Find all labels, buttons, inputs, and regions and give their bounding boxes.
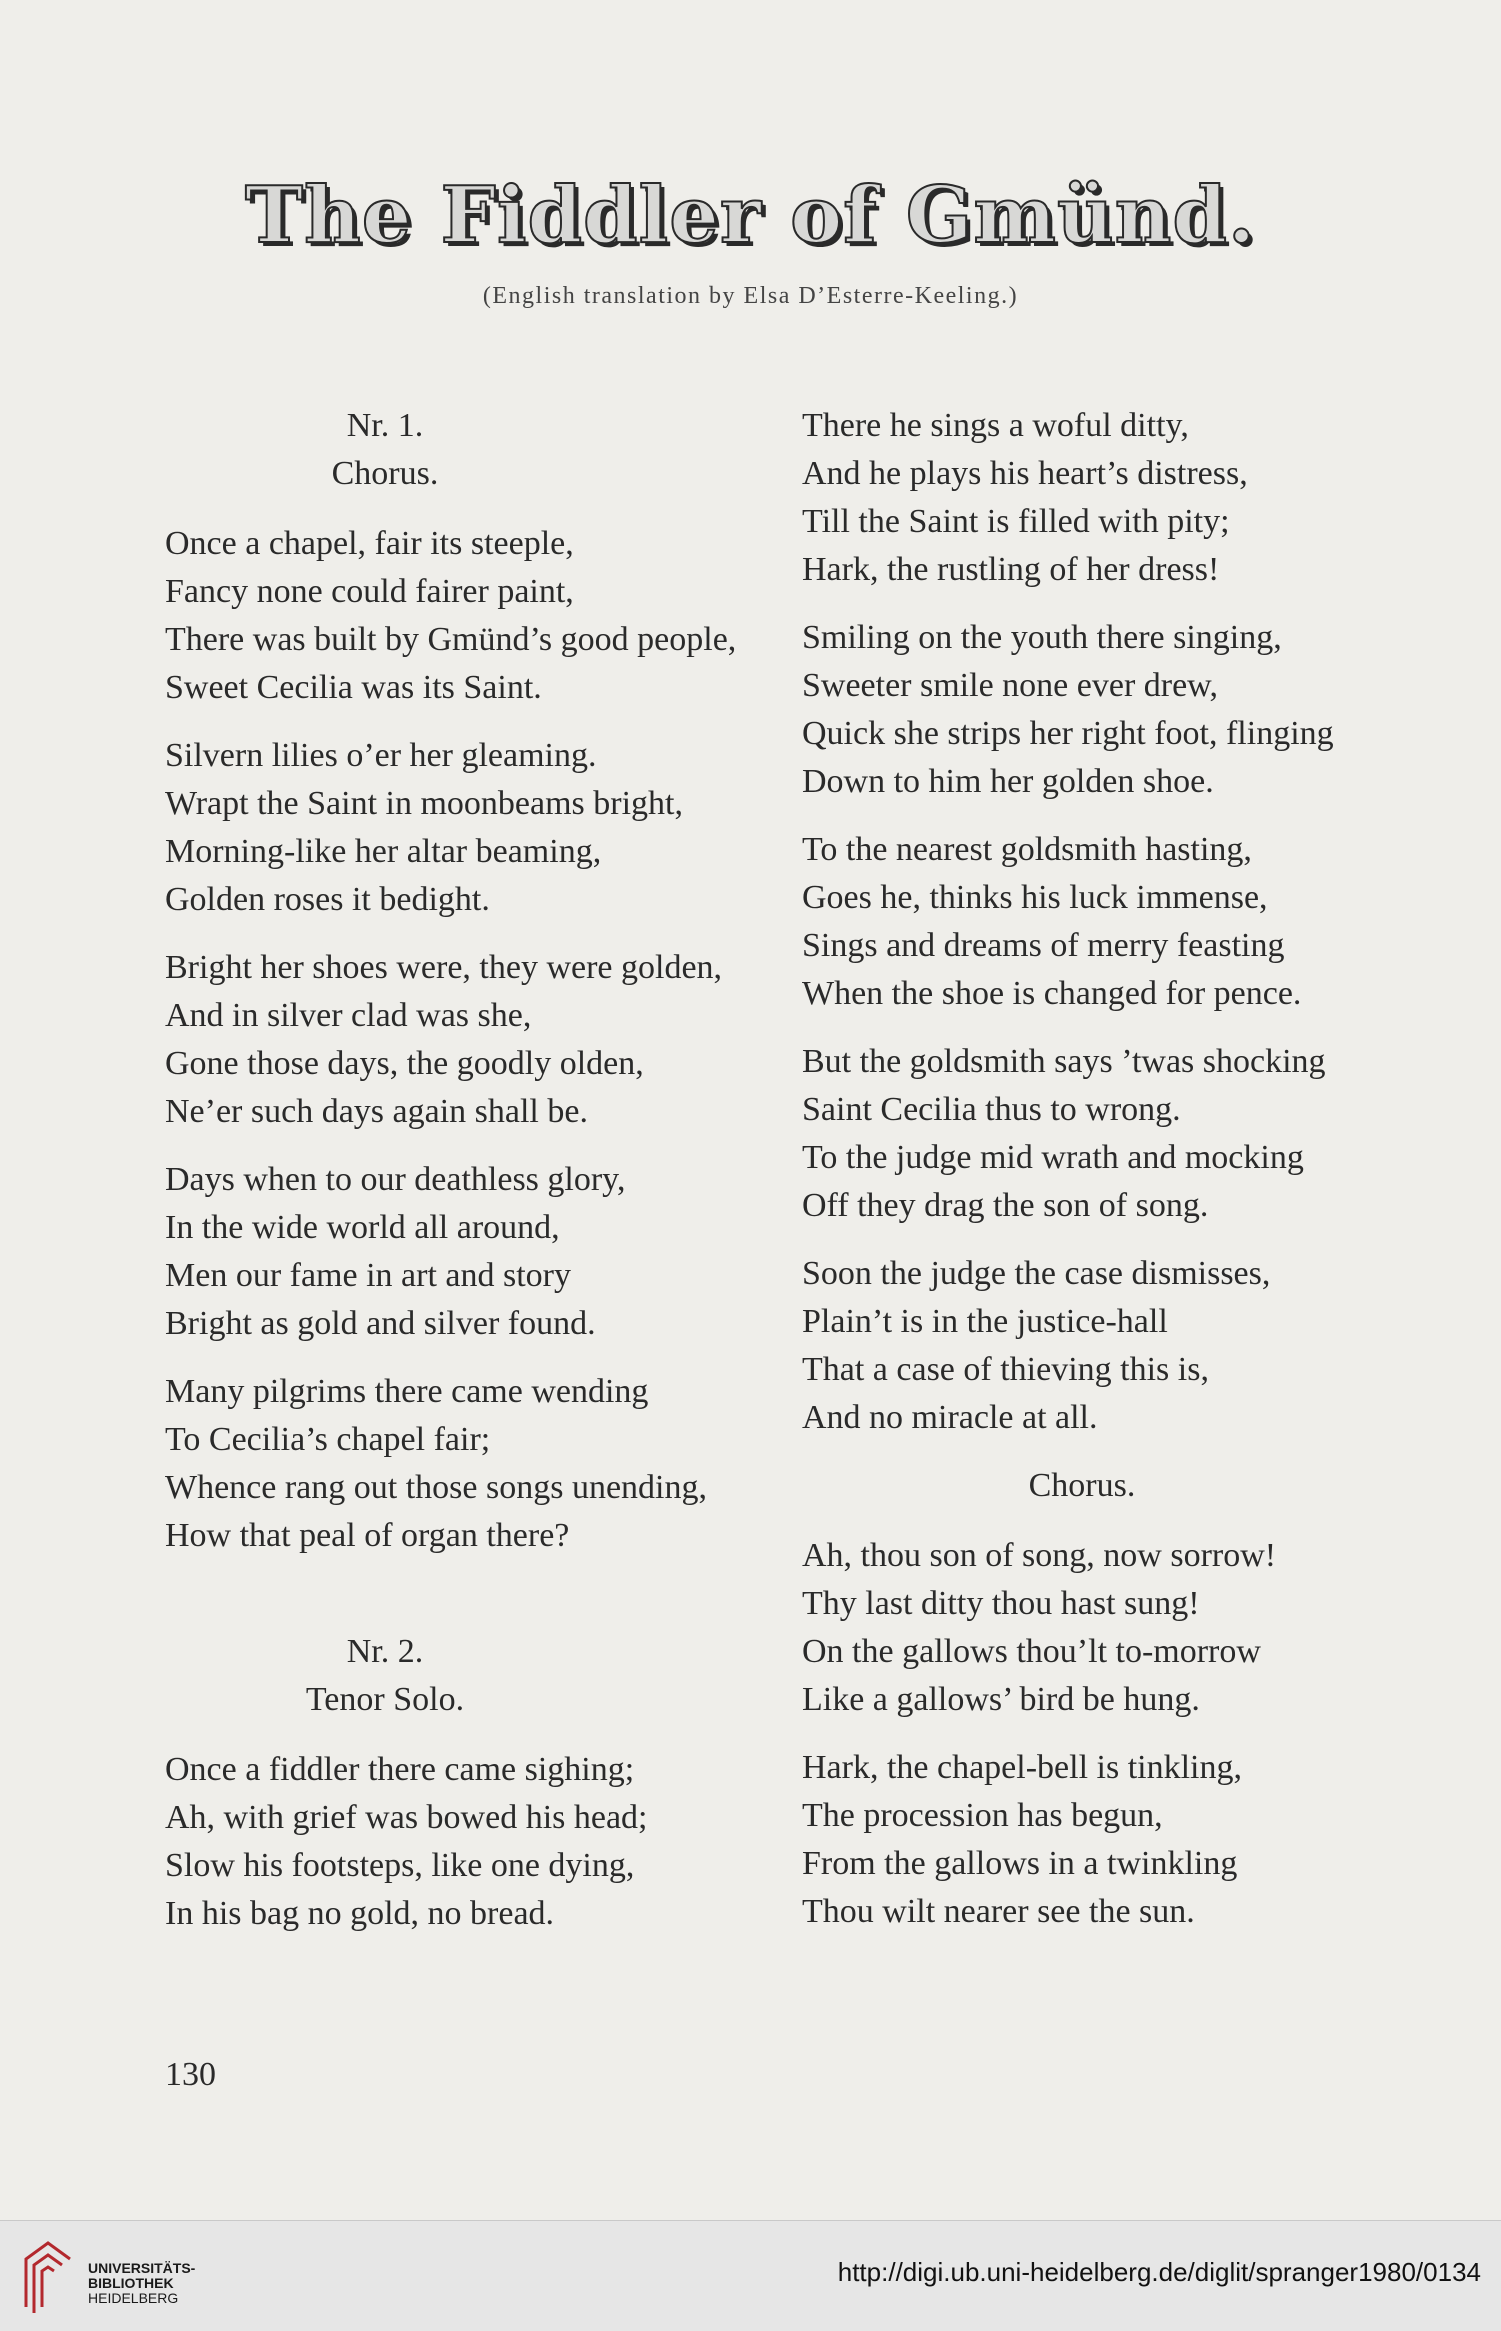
poem-line: From the gallows in a twinkling	[802, 1845, 1238, 1882]
poem-line: Hark, the rustling of her dress!	[802, 551, 1220, 588]
poem-line: The procession has begun,	[802, 1797, 1163, 1834]
poem-line: And in silver clad was she,	[165, 997, 532, 1034]
library-name: UNIVERSITÄTS- BIBLIOTHEK HEIDELBERG	[88, 2260, 196, 2306]
stanza	[802, 1532, 1402, 1724]
section-heading: Tenor Solo.	[305, 1681, 465, 1718]
section-heading: Chorus.	[331, 455, 439, 492]
stanza-list	[165, 1746, 765, 1938]
source-url-link[interactable]: http://digi.ub.uni-heidelberg.de/diglit/spranger1980/0134	[837, 2257, 1481, 2287]
poem-line: Smiling on the youth there singing,	[802, 619, 1282, 656]
stanza	[165, 520, 765, 712]
right-column	[802, 402, 1402, 1956]
stanza-list	[165, 520, 765, 1560]
poem-line: How that peal of organ there?	[165, 1517, 570, 1554]
library-logo-icon	[18, 2237, 78, 2317]
poem-line: Many pilgrims there came wending	[165, 1373, 649, 1410]
poem-line: And he plays his heart’s distress,	[802, 455, 1248, 492]
poem-line: Men our fame in art and story	[165, 1257, 571, 1294]
poem-line: Quick she strips her right foot, flinging	[802, 715, 1334, 752]
poem-line: Sweeter smile none ever drew,	[802, 667, 1219, 704]
poem-line: Golden roses it bedight.	[165, 881, 490, 918]
poem-line: Plain’t is in the justice-hall	[802, 1303, 1168, 1340]
poem-line: Sings and dreams of merry feasting	[802, 927, 1285, 964]
section-number: Nr. 1.	[346, 407, 424, 444]
poem-line: Goes he, thinks his luck immense,	[802, 879, 1268, 916]
stanza-list	[802, 402, 1402, 1442]
section-number: Nr. 2.	[346, 1633, 424, 1670]
stanza	[165, 1746, 765, 1938]
stanza	[802, 826, 1402, 1018]
poem-line: In the wide world all around,	[165, 1209, 560, 1246]
poem-line: Silvern lilies o’er her gleaming.	[165, 737, 597, 774]
poem-line: Days when to our deathless glory,	[165, 1161, 626, 1198]
stanza	[165, 732, 765, 924]
poem-line: Ah, with grief was bowed his head;	[165, 1799, 648, 1836]
stanza-list	[802, 1532, 1402, 1936]
left-column	[165, 402, 765, 1958]
stanza	[165, 944, 765, 1136]
page-number: 130	[165, 2056, 216, 2093]
poem-line: To Cecilia’s chapel fair;	[165, 1421, 491, 1458]
stanza	[802, 614, 1402, 806]
page-subtitle: (English translation by Elsa D’Esterre-Keeling.)	[482, 283, 1019, 309]
footer-bar	[0, 2220, 1501, 2331]
poem-line: Thou wilt nearer see the sun.	[802, 1893, 1195, 1930]
poem-line: Hark, the chapel-bell is tinkling,	[802, 1749, 1242, 1786]
poem-line: Bright her shoes were, they were golden,	[165, 949, 723, 986]
stanza	[802, 1038, 1402, 1230]
poem-line: Fancy none could fairer paint,	[165, 573, 574, 610]
poem-line: To the judge mid wrath and mocking	[802, 1139, 1304, 1176]
stanza	[165, 1156, 765, 1348]
stanza	[802, 1250, 1402, 1442]
poem-line: That a case of thieving this is,	[802, 1351, 1209, 1388]
poem-line: Soon the judge the case dismisses,	[802, 1255, 1271, 1292]
poem-line: Till the Saint is filled with pity;	[802, 503, 1230, 540]
poem-line: Off they drag the son of song.	[802, 1187, 1209, 1224]
poem-line: Down to him her golden shoe.	[802, 763, 1214, 800]
chorus-heading: Chorus.	[1028, 1467, 1136, 1504]
poem-line: On the gallows thou’lt to-morrow	[802, 1633, 1261, 1670]
poem-line: Gone those days, the goodly olden,	[165, 1045, 644, 1082]
poem-line: Once a fiddler there came sighing;	[165, 1751, 635, 1788]
page-title: The Fiddler of Gmünd.	[244, 170, 1257, 261]
poem-line: In his bag no gold, no bread.	[165, 1895, 555, 1932]
poem-line: Saint Cecilia thus to wrong.	[802, 1091, 1181, 1128]
poem-line: When the shoe is changed for pence.	[802, 975, 1302, 1012]
poem-line: To the nearest goldsmith hasting,	[802, 831, 1252, 868]
poem-line: Whence rang out those songs unending,	[165, 1469, 707, 1506]
poem-line: And no miracle at all.	[802, 1399, 1098, 1436]
poem-line: Wrapt the Saint in moonbeams bright,	[165, 785, 683, 822]
poem-line: Ah, thou son of song, now sorrow!	[802, 1537, 1277, 1574]
stanza	[802, 1744, 1402, 1936]
poem-line: Slow his footsteps, like one dying,	[165, 1847, 635, 1884]
poem-line: There was built by Gmünd’s good people,	[165, 621, 737, 658]
poem-line: There he sings a woful ditty,	[802, 407, 1189, 444]
poem-line: Thy last ditty thou hast sung!	[802, 1585, 1200, 1622]
poem-line: But the goldsmith says ’twas shocking	[802, 1043, 1326, 1080]
stanza	[802, 402, 1402, 594]
poem-line: Bright as gold and silver found.	[165, 1305, 596, 1342]
poem-line: Sweet Cecilia was its Saint.	[165, 669, 542, 706]
poem-line: Once a chapel, fair its steeple,	[165, 525, 574, 562]
poem-line: Like a gallows’ bird be hung.	[802, 1681, 1200, 1718]
poem-line: Morning-like her altar beaming,	[165, 833, 602, 870]
stanza	[165, 1368, 765, 1560]
poem-line: Ne’er such days again shall be.	[165, 1093, 588, 1130]
